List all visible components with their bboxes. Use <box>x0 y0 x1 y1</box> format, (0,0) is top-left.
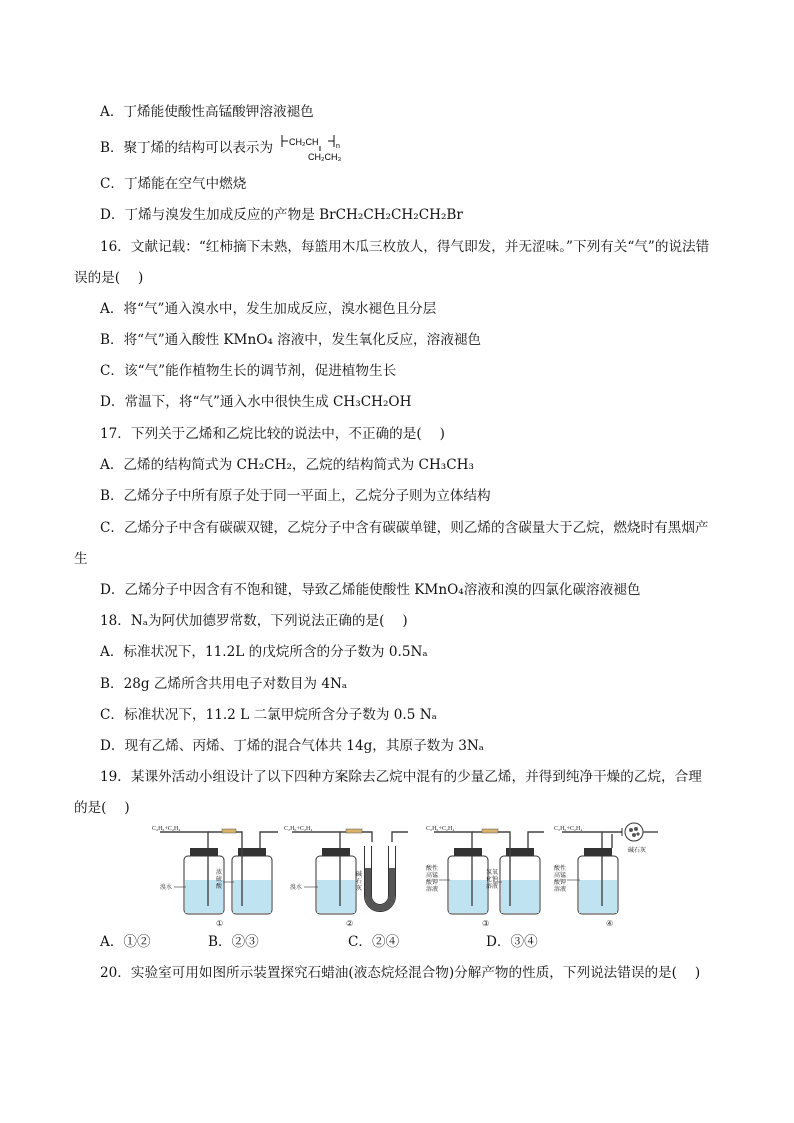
setup-3-gas-label: C₂H₆+C₂H₄ <box>426 826 455 832</box>
setup-4-kmno4-label-3: 酸钾 <box>554 880 567 886</box>
q19-stem-cont: 的是( ) <box>74 800 130 816</box>
q17-option-c-cont: 生 <box>74 551 88 567</box>
setup-2-number: ② <box>346 919 354 928</box>
setup-3-number: ③ <box>482 919 490 928</box>
q18-option-a: A．标准状况下，11.2L 的戊烷所含的分子数为 0.5Nₐ <box>100 644 428 660</box>
q17-option-b: B．乙烯分子中所有原子处于同一平面上，乙烷分子则为立体结构 <box>100 488 491 504</box>
setup-4-kmno4-label-4: 溶液 <box>554 887 567 893</box>
q16-stem: 16．文献记载：“红柿摘下未熟，每篮用木瓜三枚放人，得气即发，并无涩味。”下列有关“气”的说法错 <box>100 239 710 255</box>
q17-option-d: D．乙烯分子中因含有不饱和键，导致乙烯能使酸性 KMnO₄溶液和溴的四氯化碳溶液褪色 <box>100 582 641 598</box>
setup-1-gas-label: C₂H₆+C₂H₄ <box>152 826 181 832</box>
setup-4-sodalime-label: 碱石灰 <box>628 848 647 854</box>
setup-3 <box>426 826 544 928</box>
q16-option-d: D．常温下，将“气”通入水中很快生成 CH₃CH₂OH <box>100 394 412 410</box>
setup-3-kmno4-label-3: 酸钾 <box>426 880 439 886</box>
setup-2-sodalime-label-1: 碱 <box>356 872 363 878</box>
setup-1-number: ① <box>216 919 224 928</box>
setup-1-h2so4-label-1: 浓 <box>216 870 223 876</box>
q15-option-b: B．聚丁烯的结构可以表示为 <box>100 140 274 156</box>
q17-option-a: A．乙烯的结构简式为 CH₂CH₂，乙烷的结构简式为 CH₃CH₃ <box>100 457 474 473</box>
q16-option-a: A．将“气”通入溴水中，发生加成反应，溴水褪色且分层 <box>100 301 437 317</box>
setup-2-gas-label: C₂H₆+C₂H₄ <box>284 826 313 832</box>
setup-1-h2so4-label-2: 硫 <box>216 877 223 883</box>
q18-stem: 18．Nₐ为阿伏加德罗常数，下列说法正确的是( ) <box>100 613 408 629</box>
setup-3-naoh-label-2: 化钠 <box>486 877 499 883</box>
q18-option-d: D．现有乙烯、丙烯、丁烯的混合气体共 14g，其原子数为 3Nₐ <box>100 738 484 754</box>
gas-washing-apparatus-figure <box>150 818 675 930</box>
q15-option-c: C．丁烯能在空气中燃烧 <box>100 176 247 192</box>
setup-4-kmno4-label-2: 高锰 <box>554 873 567 879</box>
q20-stem: 20．实验室可用如图所示装置探究石蜡油(液态烷烃混合物)分解产物的性质，下列说法错误的是( ) <box>100 965 701 981</box>
q19-option-d: D．③④ <box>486 934 538 950</box>
setup-3-naoh-label-3: 溶液 <box>486 884 499 890</box>
setup-4-kmno4-label-1: 酸性 <box>554 866 567 872</box>
polybutene-n: n <box>336 143 340 150</box>
setup-3-naoh-label-1: 氢氧 <box>486 870 499 876</box>
setup-4-number: ④ <box>606 919 614 928</box>
polybutene-side: CH₂CH₃ <box>308 152 342 162</box>
q16-option-c: C．该“气”能作植物生长的调节剂，促进植物生长 <box>100 363 397 379</box>
q19-stem: 19．某课外活动小组设计了以下四种方案除去乙烷中混有的少量乙烯，并得到纯净干燥的乙烷，合理 <box>100 769 702 785</box>
setup-3-kmno4-label-4: 溶液 <box>426 887 439 893</box>
setup-2-sodalime-label-2: 石 <box>356 879 363 885</box>
setup-4-gas-label: C₂H₆+C₂H₄ <box>554 826 583 832</box>
q18-option-c: C．标准状况下，11.2 L 二氯甲烷所含分子数为 0.5 Nₐ <box>100 707 437 723</box>
polybutene-main: CH₂CH <box>289 137 319 147</box>
setup-2-bromine-label: 溴水 <box>290 885 303 891</box>
q18-option-b: B．28g 乙烯所含共用电子对数目为 4Nₐ <box>100 676 348 692</box>
setup-1-bromine-label: 溴水 <box>160 885 173 891</box>
q19-option-c: C．②④ <box>348 934 400 950</box>
q16-option-b: B．将“气”通入酸性 KMnO₄ 溶液中，发生氧化反应，溶液褪色 <box>100 332 482 348</box>
q15-option-a: A．丁烯能使酸性高锰酸钾溶液褪色 <box>100 104 314 120</box>
q16-stem-cont: 误的是( ) <box>74 270 144 286</box>
q15-option-d: D．丁烯与溴发生加成反应的产物是 BrCH₂CH₂CH₂CH₂Br <box>100 207 463 223</box>
setup-1-h2so4-label-3: 酸 <box>216 884 223 890</box>
q17-stem: 17．下列关于乙烯和乙烷比较的说法中，不正确的是( ) <box>100 426 445 442</box>
q19-option-b: B．②③ <box>208 934 259 950</box>
polybutene-structure <box>280 133 360 163</box>
setup-4 <box>554 823 658 928</box>
setup-2 <box>284 826 408 928</box>
q17-option-c: C．乙烯分子中含有碳碳双键，乙烷分子中含有碳碳单键，则乙烯的含碳量大于乙烷，燃烧时有黑烟产 <box>100 520 709 536</box>
setup-1 <box>152 826 278 928</box>
setup-3-kmno4-label-1: 酸性 <box>426 866 439 872</box>
q19-option-a: A．①② <box>100 934 151 950</box>
setup-2-sodalime-label-3: 灰 <box>356 886 363 892</box>
setup-3-kmno4-label-2: 高锰 <box>426 873 439 879</box>
